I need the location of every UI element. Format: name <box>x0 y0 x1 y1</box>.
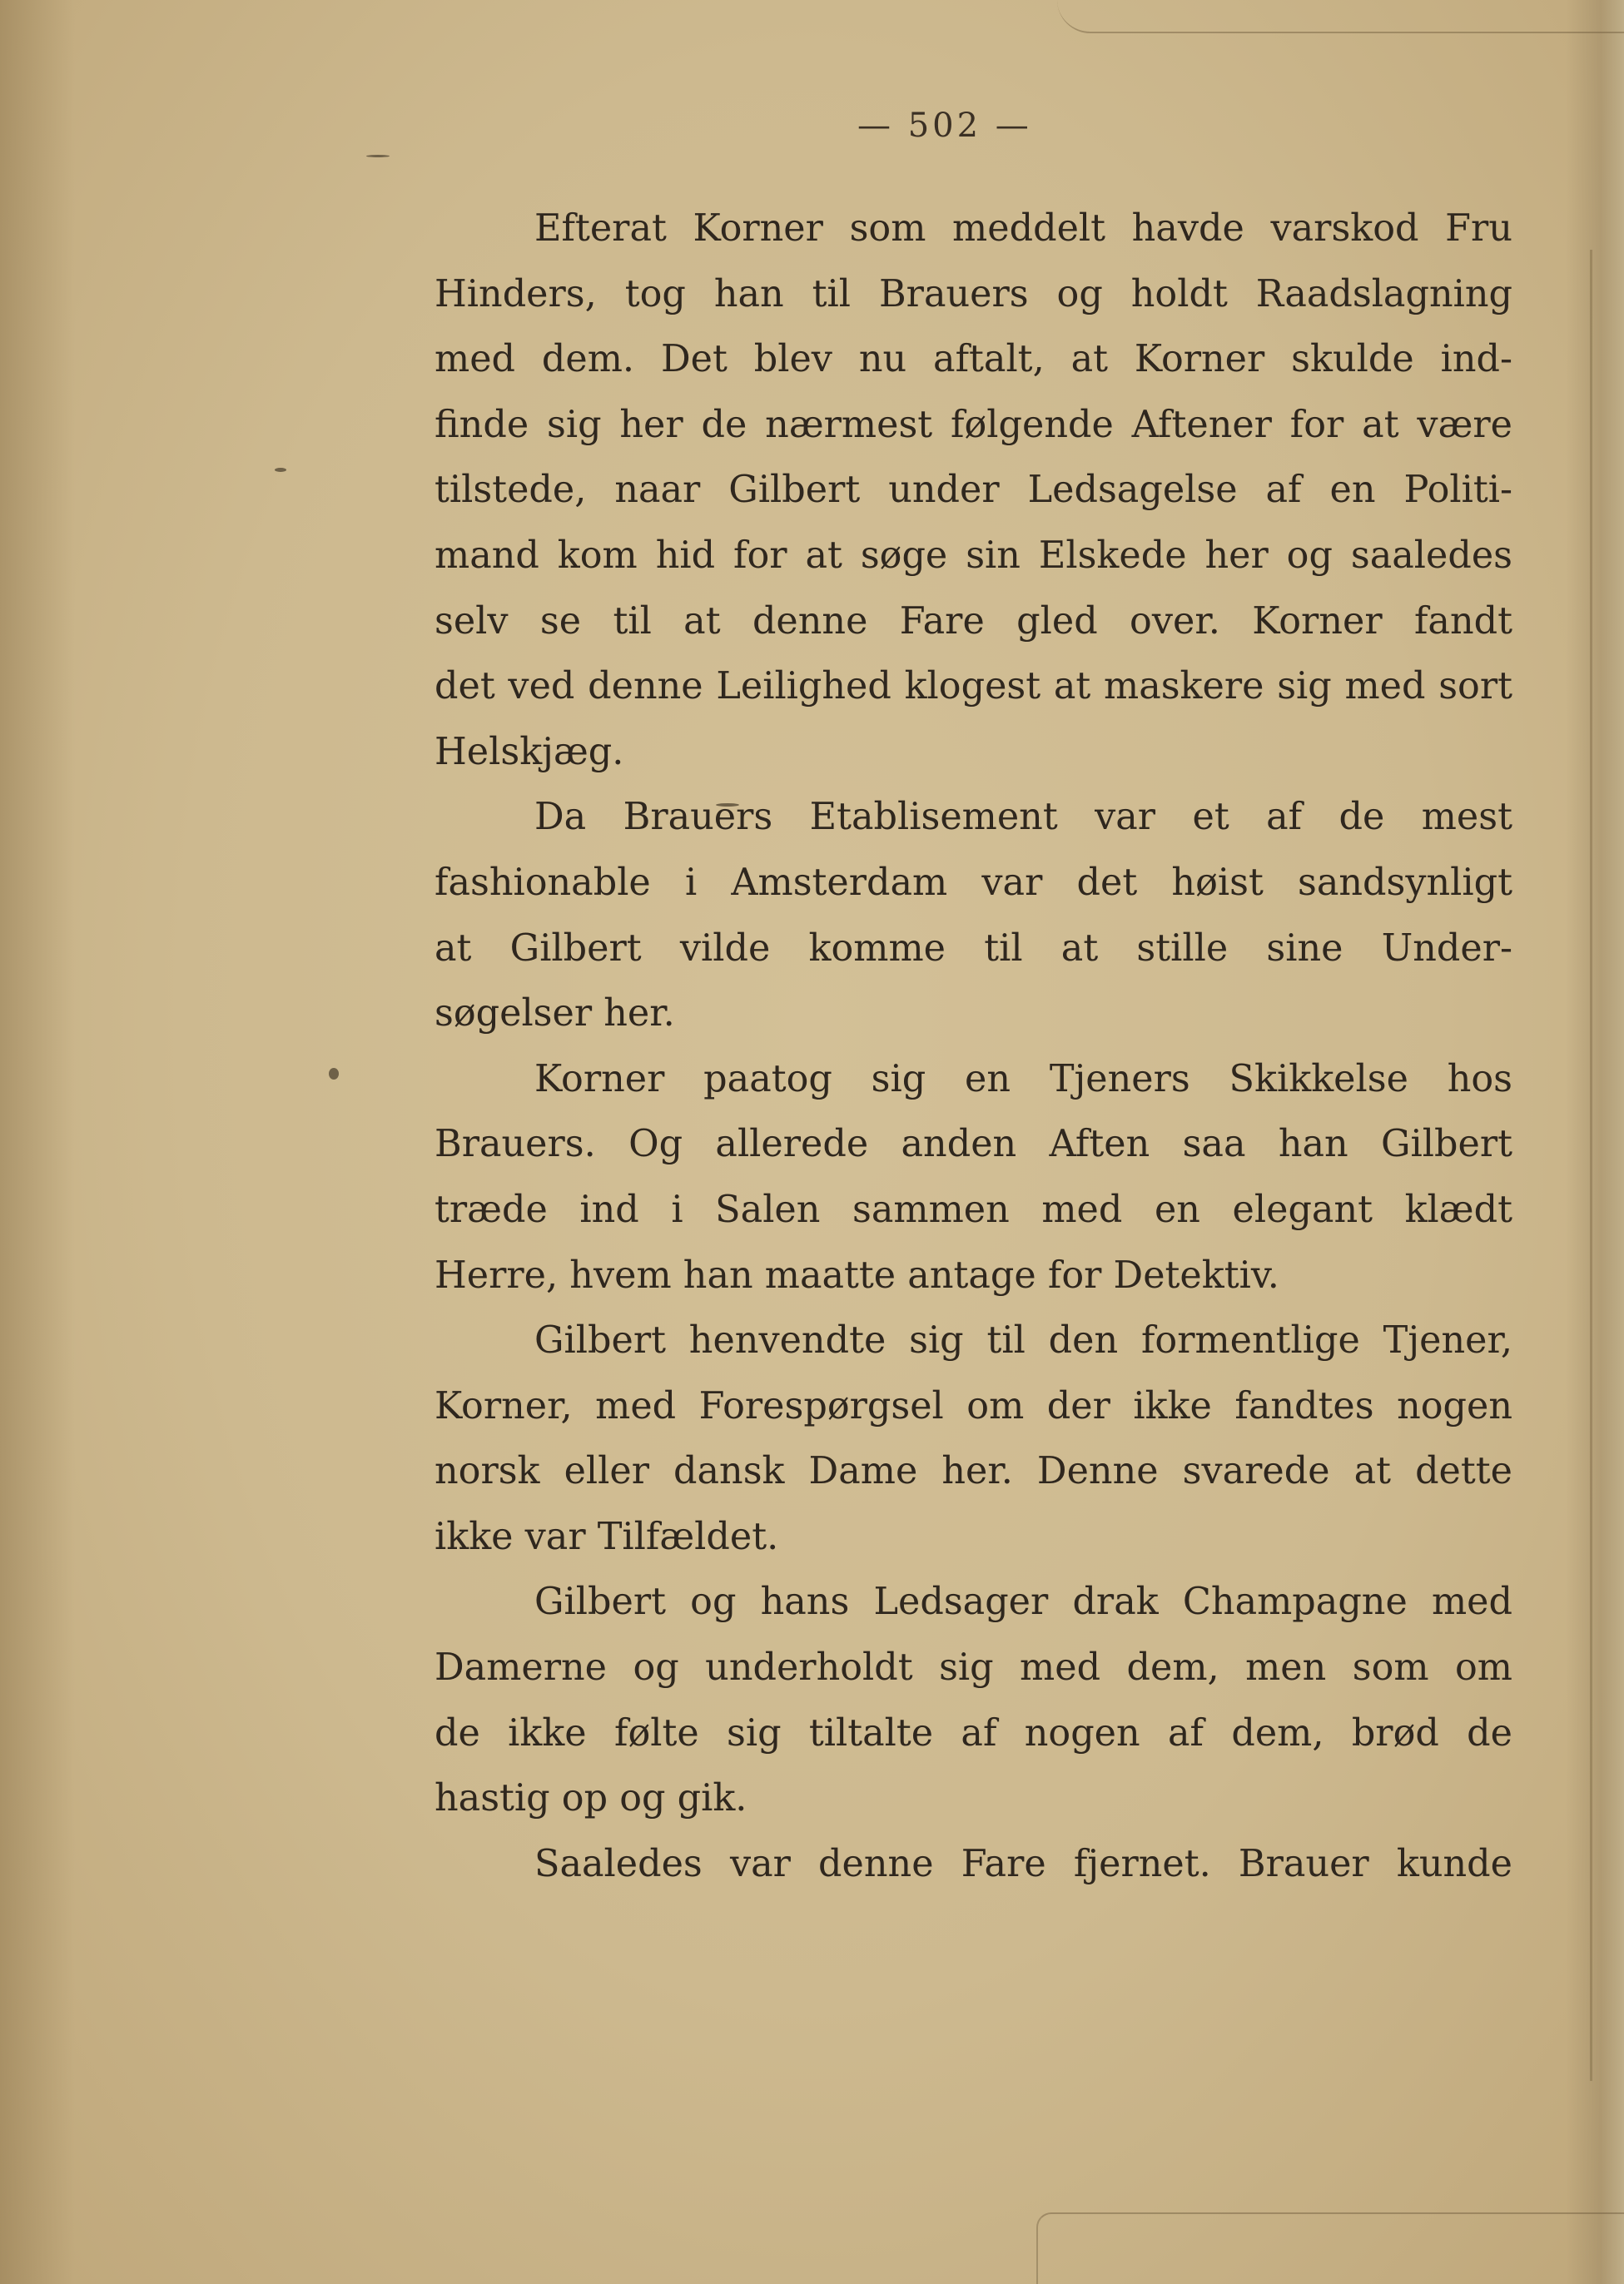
paper-fold-top <box>1057 0 1624 33</box>
paper-fold-bottom <box>1036 2212 1624 2284</box>
page-gutter-shadow <box>0 0 75 2284</box>
text-line: ikke var Tilfældet. <box>435 1515 779 1558</box>
page-edge-line <box>1590 250 1592 2081</box>
text-line: Hinders, tog han til Brauers og holdt Raadslagning <box>435 272 1512 315</box>
text-line: Helskjæg. <box>435 730 624 773</box>
text-line: Brauers. Og allerede anden Aften saa han Gilbert <box>435 1123 1512 1166</box>
text-line: mand kom hid for at søge sin Elskede her og saaledes <box>435 534 1512 577</box>
text-line: Efterat Korner som meddelt havde varskod Fru <box>534 207 1512 250</box>
text-line: Korner paatog sig en Tjeners Skikkelse hos <box>534 1057 1512 1100</box>
text-line: fashionable i Amsterdam var det høist sandsynligt <box>435 861 1512 904</box>
speck <box>275 468 286 472</box>
text-line: Gilbert og hans Ledsager drak Champagne med <box>534 1581 1512 1624</box>
text-line: de ikke følte sig tiltalte af nogen af dem, brød de <box>435 1711 1512 1755</box>
text-line: træde ind i Salen sammen med en elegant klædt <box>435 1188 1512 1231</box>
text-line: Saaledes var denne Fare fjernet. Brauer kunde <box>534 1842 1512 1885</box>
page-number: — 502 — <box>857 107 1032 145</box>
page-edge <box>1566 0 1624 2284</box>
speck <box>329 1068 339 1080</box>
text-line: Da Brauers Etablisement var et af de mest <box>534 796 1512 839</box>
text-line: finde sig her de nærmest følgende Aftener for at være <box>435 403 1512 446</box>
text-line: Gilbert henvendte sig til den formentlige Tjener, <box>534 1319 1512 1363</box>
speck <box>366 155 390 157</box>
text-line: søgelser her. <box>435 992 675 1035</box>
text-line: tilstede, naar Gilbert under Ledsagelse af en Politi- <box>435 469 1512 512</box>
text-line: med dem. Det blev nu aftalt, at Korner skulde ind- <box>435 338 1512 381</box>
text-line: hastig op og gik. <box>435 1777 747 1820</box>
text-line: norsk eller dansk Dame her. Denne svarede at dette <box>435 1450 1512 1493</box>
text-line: at Gilbert vilde komme til at stille sine Under- <box>435 926 1512 970</box>
text-line: det ved denne Leilighed klogest at maskere sig med sort <box>435 665 1512 708</box>
text-line: Herre, hvem han maatte antage for Detektiv. <box>435 1254 1279 1297</box>
text-line: Korner, med Forespørgsel om der ikke fandtes nogen <box>435 1384 1512 1428</box>
text-line: selv se til at denne Fare gled over. Korner fandt <box>435 599 1512 643</box>
body-text <box>435 196 1512 1897</box>
text-line: Damerne og underholdt sig med dem, men som om <box>435 1646 1512 1690</box>
